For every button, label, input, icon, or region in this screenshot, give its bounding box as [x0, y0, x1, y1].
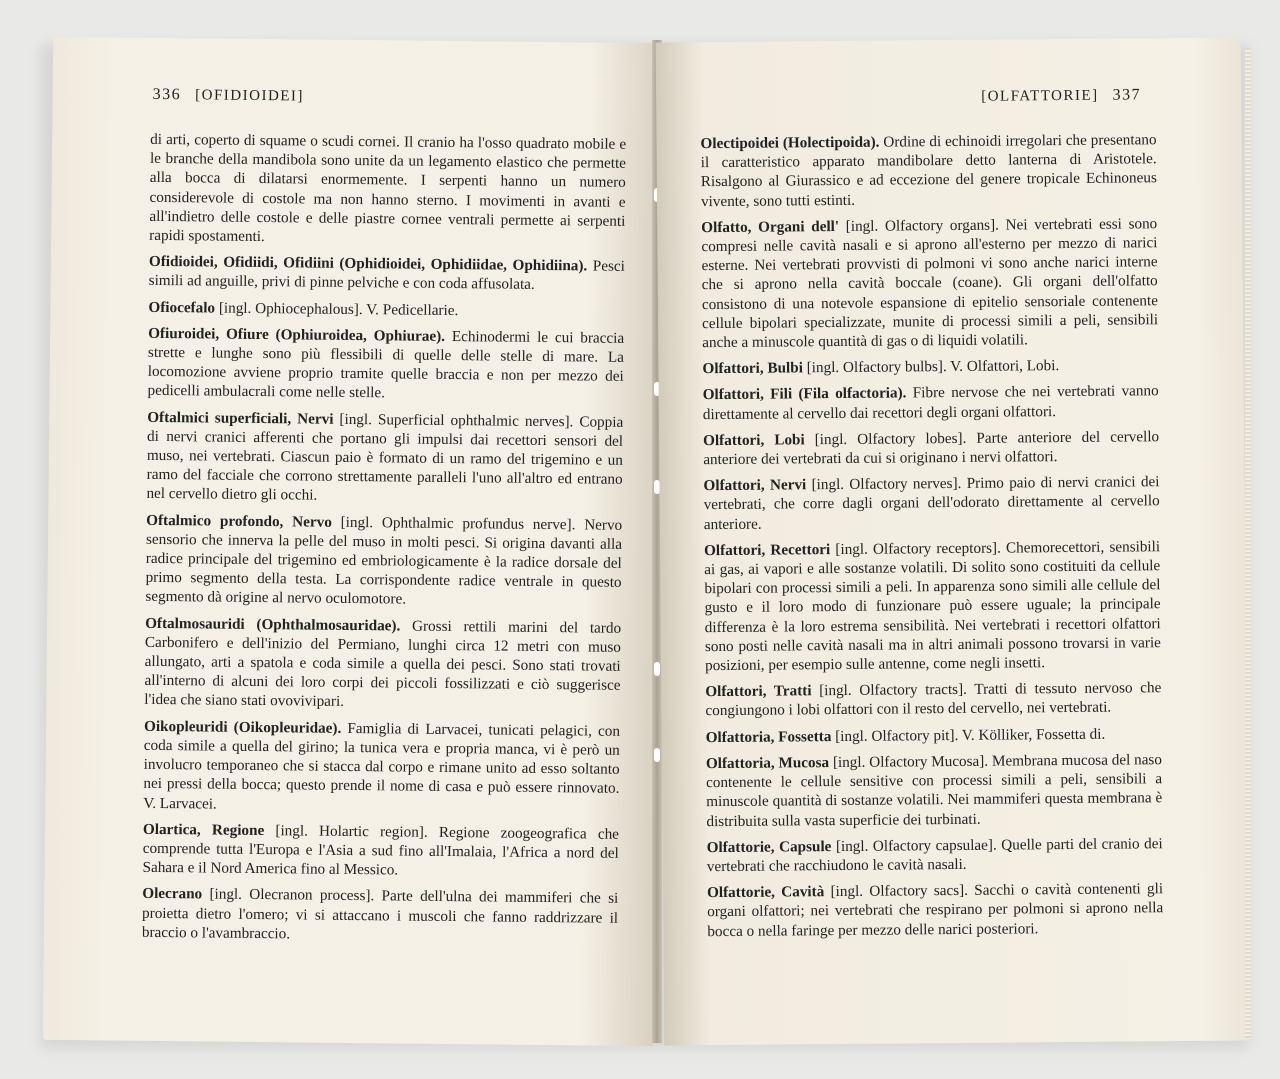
entry-definition: [ingl. Olfactory bulbs]. V. Olfattori, Lobi. — [802, 357, 1060, 377]
dictionary-entry — [146, 407, 623, 508]
entry-headword: Olfattori, Nervi — [703, 476, 807, 495]
entry-definition: [ingl. Olfactory organs]. Nei vertebrati essi sono compresi nelle cavità nasali e si aprono all'esterno per mezzo di narici esterne. Nei vertebrati provvisti di polmoni vi sono anche narici interne che si aprono nella cavità boccale (coane). Gli organi dell'olfatto consistono di una notevole espansione di epitelio sensoriale contenente cellule bipolari specializzate, munite di processi simili a peli, sensibili anche a minuscole quantità di gas o di liquidi volatili. — [701, 215, 1159, 352]
dictionary-entry — [704, 537, 1161, 675]
dictionary-entry — [703, 382, 1159, 424]
left-running-head: [OFIDIOIDEI] — [195, 87, 305, 105]
entry-definition: Grossi rettili marini del tardo Carbonifero e dell'inizio del Permiano, lunghi circa 12 metri con muso allungato, arti a spatola e coda simile a quella dei pesci. Sono stati trovati all'interno di alcuni dei loro corpi dei piccoli fossilizzati e ciò suggerisce l'idea che siano stati ovovivipari. — [144, 617, 622, 711]
left-page-header — [153, 86, 304, 106]
dictionary-entry — [703, 427, 1159, 469]
dictionary-entry — [142, 820, 619, 883]
dictionary-entry — [148, 297, 624, 321]
entry-headword: Olfattori, Bulbi — [702, 359, 803, 378]
right-page — [656, 37, 1250, 1045]
entry-definition: [ingl. Olfactory lobes]. Parte anteriore del cervello anteriore dei vertebrati da cui si originano i nervi olfattori. — [703, 428, 1160, 469]
entry-definition: [ingl. Olecranon process]. Parte dell'ulna dei mammiferi che si proietta dietro l'omero; vi si attaccano i muscoli che fanno raddrizzare il braccio o l'avambraccio. — [141, 885, 619, 943]
entry-headword: Oftalmico profondo, Nervo — [146, 511, 332, 531]
entry-definition: Fibre nervose che nei vertebrati vanno direttamente al cervello dai recettori degli organi olfattori. — [702, 382, 1159, 423]
binding-stitch — [654, 748, 660, 762]
entry-definition: Famiglia di Larvacei, tunicati pelagici, con coda simile a quella del girino; la tunica vera e propria manca, vi è però un involucro temporaneo che si stacca dal corpo e rimane unito ad esso soltanto nei pressi della bocca; questo prende il nome di casa e può essere rinnovato. V. Larvacei. — [143, 719, 621, 813]
entry-definition: [ingl. Olfactory receptors]. Chemorecettori, sensibili ai gas, ai vapori e alle sostanze volatili. Di solito sono costituiti da cellule bipolari con processi simili a peli. In apparenza sono simili alle cellule del gusto e il loro modo di funzionare può essere uguale; la principale differenza è la loro estrema sensibilità. Nei vertebrati i recettori olfattori sono posti nelle cavità nasali ma in altri animali possono trovarsi in varie posizioni, per esempio sulle antenne, come negli insetti. — [704, 538, 1161, 675]
entry-headword: Olfattori, Tratti — [705, 682, 812, 701]
right-running-head: [OLFATTORIE] — [981, 87, 1099, 105]
entry-headword: Oftalmici superficiali, Nervi — [147, 408, 334, 428]
dictionary-entry — [700, 130, 1157, 211]
entry-definition: [ingl. Olfactory nerves]. Primo paio di nervi cranici dei vertebrati, che corre dagli organi dell'odorato direttamente al cervello anteriore. — [703, 473, 1160, 533]
entry-headword: Oikopleuridi (Oikopleuridae). — [143, 717, 342, 737]
entry-definition: [ingl. Holartic region]. Regione zoogeografica che comprende tutta l'Europa e l'Asia a sud fino all'Imalaia, l'Africa a nord del Sahara e il Nord America fino al Messico. — [142, 821, 620, 879]
entry-headword: Olfattoria, Mucosa — [705, 753, 830, 773]
dictionary-entry — [707, 834, 1163, 876]
entry-definition: [ingl. Superficial ophthalmic nerves]. Coppia di nervi cranici afferenti che portano gli impulsi dai recettori sensori del muso, nei vertebrati. Ciascun paio è formato di un ramo del trigemino e un ramo del facciale che corrono strettamente paralleli l'uno all'altro ed entrano nel cervello dietro gli occhi. — [146, 410, 624, 505]
dictionary-entry — [706, 750, 1163, 831]
dictionary-entry — [701, 214, 1158, 352]
right-page-header — [981, 86, 1141, 105]
dictionary-entry — [705, 678, 1161, 720]
entry-definition: [ingl. Olfactory Mucosa]. Membrana mucosa del naso contenente le cellule sensitive con processi simili a peli, sensibili a minuscole quantità di sostanze volatili. Nei mammiferi questa membrana è distribuita sulla vasta superficie dei turbinati. — [706, 751, 1163, 830]
entry-definition: [ingl. Olfactory sacs]. Sacchi o cavità contenenti gli organi olfattori; nei vertebrati che respirano per polmoni si aprono nella bocca o nella faringe per mezzo delle narici posteriori. — [707, 880, 1164, 940]
entry-definition: [ingl. Olfactory pit]. V. Kölliker, Fossetta di. — [831, 725, 1106, 745]
entry-headword: Olfattori, Lobi — [703, 431, 805, 450]
entry-headword: Ofiuroidei, Ofiure (Ophiuroidea, Ophiurae). — [148, 324, 446, 345]
dictionary-entry — [707, 879, 1163, 941]
entry-headword: Olectipoidei (Holectipoida). — [700, 133, 880, 153]
entry-definition: [ingl. Olfactory tracts]. Tratti di tessuto nervoso che congiungono i lobi olfattori con il resto del cervello, nei vertebrati. — [705, 679, 1162, 720]
entry-headword: Olecrano — [142, 885, 203, 903]
entry-headword: Olfattorie, Capsule — [706, 837, 832, 856]
entry-headword: Olfattorie, Cavità — [706, 883, 825, 902]
entry-definition: Pesci simili ad anguille, privi di pinne pelviche e con coda affusolata. — [148, 257, 625, 294]
dictionary-entry — [703, 472, 1159, 534]
entry-headword: Olartica, Regione — [142, 820, 265, 839]
entry-definition: Echinodermi le cui braccia strette e lunghe sono più flessibili di quelle delle stelle di mare. La locomozione avviene proprio tramite quelle braccia e non per mezzo dei pedicelli ambulacrali come nelle stelle. — [147, 327, 625, 402]
left-page-number: 336 — [152, 85, 182, 104]
entry-headword: Olfatto, Organi dell' — [701, 217, 840, 236]
dictionary-entry — [149, 252, 625, 295]
entry-definition: Ordine di echinoidi irregolari che presentano il caratteristico apparato mandibolare detto lanterna di Aristotele. Risalgono al Giurassico e ad eccezione del genere tropicale Echinoneus vivente, sono tutti estinti. — [700, 131, 1157, 210]
entry-definition: [ingl. Ophthalmic profundus nerve]. Nervo sensorio che innerva la pelle del muso in molti pesci. Si origina davanti alla radice principale del trigemino ed embriologicamente è la radice dorsale del primo segmento della testa. La corrispondente radice ventrale in questo segmento dà origine al nervo oculomotore. — [145, 513, 623, 609]
continuation-text: di arti, coperto di squame o scudi cornei. Il cranio ha l'osso quadrato mobile e le branche della mandibola sono unite da un legamento elastico che permette alla bocca di dilatarsi enormemente. I serpenti hanno un numero considerevole di costole ma non hanno sterno. I movimenti in avanti e all'indietro delle costole e delle piastre cornee ventrali permette ai serpenti rapidi spostamenti. — [149, 130, 627, 246]
dictionary-entry — [147, 324, 624, 406]
left-page-text — [142, 130, 627, 954]
right-page-text — [700, 130, 1163, 948]
dictionary-entry — [702, 355, 1158, 378]
right-page-number: 337 — [1112, 86, 1142, 104]
entry-headword: Oftalmosauridi (Ophthalmosauridae). — [145, 614, 401, 635]
entry-headword: Ofiocefalo — [148, 298, 216, 317]
dictionary-entry — [706, 724, 1162, 747]
left-page — [43, 37, 663, 1046]
dictionary-entry — [144, 614, 621, 715]
entry-headword: Olfattori, Recettori — [703, 540, 831, 560]
entry-definition: [ingl. Ophiocephalous]. V. Pedicellarie. — [214, 299, 459, 319]
entry-headword: Olfattoria, Fossetta — [705, 727, 832, 746]
entry-headword: Olfattori, Fili (Fila olfactoria). — [702, 384, 907, 404]
binding-stitch — [654, 662, 660, 676]
page-block-edge — [1245, 48, 1251, 1039]
dictionary-entry — [145, 510, 622, 611]
entry-definition: [ingl. Olfactory capsulae]. Quelle parti del cranio dei vertebrati che racchiudono le cavità nasali. — [706, 834, 1163, 876]
dictionary-entry — [142, 884, 619, 947]
dictionary-entry — [143, 717, 620, 818]
entry-headword: Ofidioidei, Ofidiidi, Ofidiini (Ophidioidei, Ophidiidae, Ophidiina). — [148, 253, 588, 275]
